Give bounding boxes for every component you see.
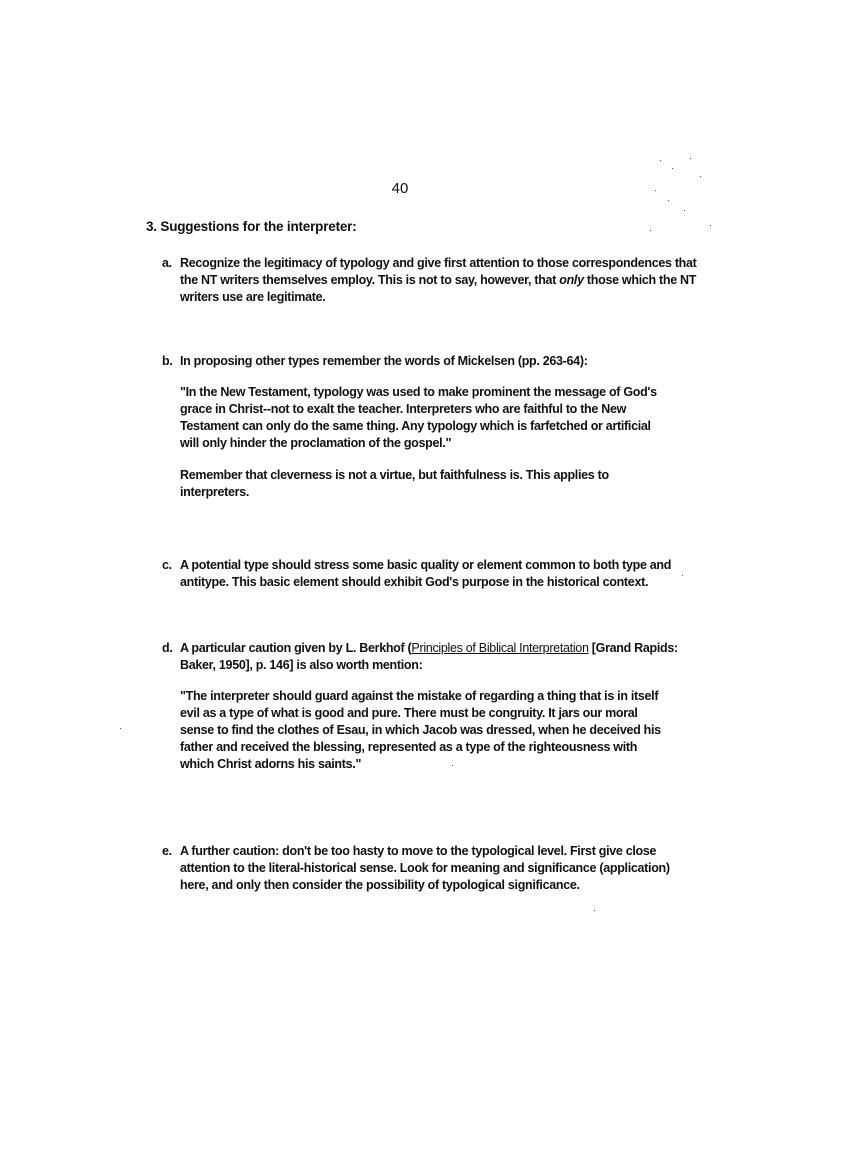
suggestion-c xyxy=(162,557,700,591)
text-part: those which the NT writers use are legitimate. xyxy=(180,273,697,304)
suggestion-d xyxy=(162,640,700,773)
item-label: c. xyxy=(162,558,172,572)
page-number: 40 xyxy=(391,180,409,197)
remark: Remember that cleverness is not a virtue, but faithfulness is. This applies to interpreters. xyxy=(180,468,609,499)
item-label: b. xyxy=(162,354,173,368)
text-part: Recognize the legitimacy of typology and give first attention to those correspondences that the NT writers themselves employ. This is not to say, however, that xyxy=(180,256,697,287)
item-label: d. xyxy=(162,641,173,655)
item-text xyxy=(180,640,700,674)
book-title: Principles of Biblical Interpretation xyxy=(411,641,589,655)
section-heading: 3. Suggestions for the interpreter: xyxy=(146,219,357,234)
quotation: "The interpreter should guard against the mistake of regarding a thing that is in itself evil as a type of what is good and pure. There must be congruity. It jars our moral sense to find the clothes of Esau, in which Jacob was dressed, when he deceived his father and received the blessing, represented as a type of the righteousness with which Christ adorns his saints." xyxy=(180,689,661,771)
suggestion-b xyxy=(162,353,700,501)
item-label: e. xyxy=(162,844,172,858)
item-text: A further caution: don't be too hasty to move to the typological level. First give close attention to the literal-historical sense. Look for meaning and significance (application) here, and only then consider the possibility of typological significance. xyxy=(180,844,670,892)
item-text: A potential type should stress some basic quality or element common to both type and antitype. This basic element should exhibit God's purpose in the historical context. xyxy=(180,558,672,589)
item-text xyxy=(180,255,700,306)
text-part: A particular caution given by L. Berkhof ( xyxy=(180,641,412,655)
suggestion-e xyxy=(162,843,700,894)
quotation: "In the New Testament, typology was used to make prominent the message of God's grace in Christ--not to exalt the teacher. Interpreters who are faithful to the New Testament can only do the same thing. Any typology which is farfetched or artificial will only hinder the proclamation of the gospel." xyxy=(180,385,657,450)
item-text: In proposing other types remember the words of Mickelsen (pp. 263-64): xyxy=(180,354,588,368)
text-part: [Grand Rapids: Baker, 1950], p. 146] is also worth mention: xyxy=(180,641,678,672)
emphasis-text: only xyxy=(559,273,584,287)
suggestion-a xyxy=(162,255,700,306)
item-label: a. xyxy=(162,256,172,270)
